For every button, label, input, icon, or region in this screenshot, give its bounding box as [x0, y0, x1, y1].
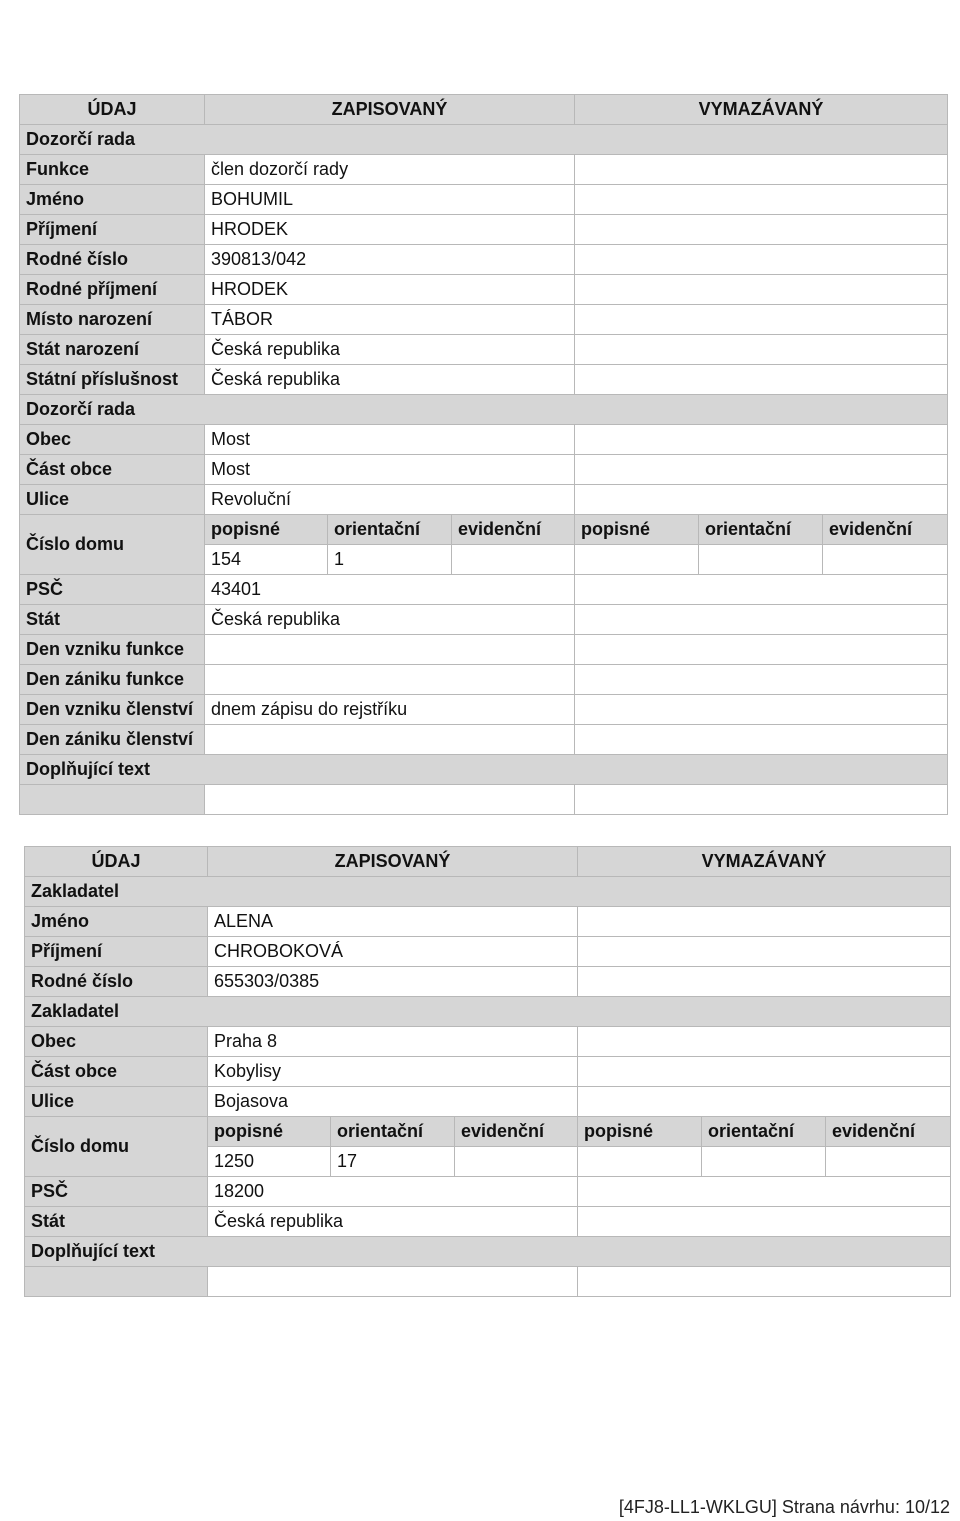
- row-value-vymazavany: [575, 335, 948, 365]
- header-row: [20, 95, 948, 125]
- row-value-zapisovany: ALENA: [208, 907, 578, 937]
- row-value-zapisovany: Bojasova: [208, 1087, 578, 1117]
- cislo-domu-subheader: evidenční: [452, 515, 575, 545]
- table-row: [20, 305, 948, 335]
- row-label: Stát: [25, 1207, 208, 1237]
- doplnujici-value-vymazavany: [575, 785, 948, 815]
- row-value-zapisovany: Česká republika: [205, 365, 575, 395]
- row-value-vymazavany: [575, 605, 948, 635]
- cislo-domu-value: [826, 1147, 951, 1177]
- row-value-zapisovany: člen dozorčí rady: [205, 155, 575, 185]
- row-value-vymazavany: [578, 1207, 951, 1237]
- row-value-zapisovany: Kobylisy: [208, 1057, 578, 1087]
- cislo-domu-value: [699, 545, 823, 575]
- header-zapisovany: ZAPISOVANÝ: [205, 95, 575, 125]
- row-label: PSČ: [20, 575, 205, 605]
- cislo-domu-value: [455, 1147, 578, 1177]
- cislo-domu-value: 17: [331, 1147, 455, 1177]
- row-value-zapisovany: 390813/042: [205, 245, 575, 275]
- table-row: [20, 455, 948, 485]
- row-label: Ulice: [25, 1087, 208, 1117]
- cislo-domu-subheader: evidenční: [455, 1117, 578, 1147]
- doplnujici-blank-label: [25, 1267, 208, 1297]
- table-row: [20, 485, 948, 515]
- row-value-zapisovany: [205, 635, 575, 665]
- row-value-vymazavany: [575, 725, 948, 755]
- row-label: Obec: [25, 1027, 208, 1057]
- row-value-zapisovany: dnem zápisu do rejstříku: [205, 695, 575, 725]
- table-row: [25, 1177, 951, 1207]
- form-table-dozorci-rada: [19, 94, 948, 815]
- row-label: Den zániku členství: [20, 725, 205, 755]
- doplnujici-header-row: [20, 755, 948, 785]
- doplnujici-value-row: [20, 785, 948, 815]
- row-value-zapisovany: 43401: [205, 575, 575, 605]
- row-label: Část obce: [20, 455, 205, 485]
- row-value-zapisovany: 655303/0385: [208, 967, 578, 997]
- row-value-vymazavany: [575, 485, 948, 515]
- row-value-vymazavany: [578, 967, 951, 997]
- cislo-domu-value: [452, 545, 575, 575]
- header-udaj: ÚDAJ: [25, 847, 208, 877]
- table-row: [20, 155, 948, 185]
- cislo-domu-subheader: orientační: [331, 1117, 455, 1147]
- table-row: [20, 635, 948, 665]
- table-row: [25, 1027, 951, 1057]
- table-row: [20, 365, 948, 395]
- cislo-domu-value: 1: [328, 545, 452, 575]
- table-row: [20, 695, 948, 725]
- cislo-domu-subheader: evidenční: [823, 515, 948, 545]
- cislo-domu-row: [20, 515, 948, 545]
- row-value-vymazavany: [575, 425, 948, 455]
- section-row: [20, 395, 948, 425]
- section-row: [25, 997, 951, 1027]
- row-label: Obec: [20, 425, 205, 455]
- row-value-vymazavany: [578, 1057, 951, 1087]
- section-title: Zakladatel: [25, 877, 951, 907]
- cislo-domu-subheader: orientační: [702, 1117, 826, 1147]
- table-body: [20, 95, 948, 815]
- table-row: [20, 665, 948, 695]
- cislo-domu-value: [578, 1147, 702, 1177]
- row-value-zapisovany: 18200: [208, 1177, 578, 1207]
- section-title: Dozorčí rada: [20, 395, 948, 425]
- table-row: [20, 725, 948, 755]
- cislo-domu-label: Číslo domu: [25, 1117, 208, 1177]
- header-vymazavany: VYMAZÁVANÝ: [575, 95, 948, 125]
- row-value-zapisovany: HRODEK: [205, 215, 575, 245]
- row-label: Den vzniku funkce: [20, 635, 205, 665]
- row-value-vymazavany: [578, 937, 951, 967]
- row-value-zapisovany: [205, 725, 575, 755]
- table-row: [25, 1207, 951, 1237]
- table-row: [25, 937, 951, 967]
- doplnujici-text-label: Doplňující text: [20, 755, 948, 785]
- cislo-domu-row: [25, 1117, 951, 1147]
- row-label: Příjmení: [25, 937, 208, 967]
- row-label: Příjmení: [20, 215, 205, 245]
- row-label: Den zániku funkce: [20, 665, 205, 695]
- table-row: [20, 245, 948, 275]
- header-udaj: ÚDAJ: [20, 95, 205, 125]
- section-row: [20, 125, 948, 155]
- row-value-vymazavany: [575, 215, 948, 245]
- row-value-vymazavany: [575, 275, 948, 305]
- table-row: [25, 967, 951, 997]
- header-zapisovany: ZAPISOVANÝ: [208, 847, 578, 877]
- row-label: Den vzniku členství: [20, 695, 205, 725]
- cislo-domu-value: 1250: [208, 1147, 331, 1177]
- row-label: Jméno: [20, 185, 205, 215]
- row-value-zapisovany: Česká republika: [208, 1207, 578, 1237]
- row-value-zapisovany: [205, 665, 575, 695]
- cislo-domu-subheader: orientační: [328, 515, 452, 545]
- table-body: [25, 847, 951, 1297]
- table-row: [25, 1087, 951, 1117]
- row-label: Rodné číslo: [25, 967, 208, 997]
- cislo-domu-subheader: popisné: [575, 515, 699, 545]
- table-row: [20, 605, 948, 635]
- row-value-vymazavany: [578, 1177, 951, 1207]
- row-value-zapisovany: Revoluční: [205, 485, 575, 515]
- table-row: [25, 1057, 951, 1087]
- table-row: [20, 335, 948, 365]
- row-value-zapisovany: HRODEK: [205, 275, 575, 305]
- row-label: Státní příslušnost: [20, 365, 205, 395]
- row-value-vymazavany: [575, 575, 948, 605]
- cislo-domu-subheader: popisné: [578, 1117, 702, 1147]
- row-value-vymazavany: [575, 635, 948, 665]
- cislo-domu-subheader: orientační: [699, 515, 823, 545]
- cislo-domu-label: Číslo domu: [20, 515, 205, 575]
- cislo-domu-value: 154: [205, 545, 328, 575]
- form-table-zakladatel: [24, 846, 951, 1297]
- header-vymazavany: VYMAZÁVANÝ: [578, 847, 951, 877]
- page-footer: [4FJ8-LL1-WKLGU] Strana návrhu: 10/12: [618, 1497, 950, 1517]
- table-row: [25, 907, 951, 937]
- row-value-vymazavany: [578, 1087, 951, 1117]
- row-value-zapisovany: TÁBOR: [205, 305, 575, 335]
- cislo-domu-value: [702, 1147, 826, 1177]
- row-value-vymazavany: [575, 695, 948, 725]
- header-row: [25, 847, 951, 877]
- row-value-zapisovany: Most: [205, 425, 575, 455]
- table-row: [20, 215, 948, 245]
- row-label: Stát narození: [20, 335, 205, 365]
- table-row: [20, 275, 948, 305]
- section-row: [25, 877, 951, 907]
- table-row: [20, 185, 948, 215]
- doplnujici-value-vymazavany: [578, 1267, 951, 1297]
- row-value-vymazavany: [575, 185, 948, 215]
- row-value-vymazavany: [575, 305, 948, 335]
- row-value-zapisovany: Česká republika: [205, 605, 575, 635]
- row-label: Jméno: [25, 907, 208, 937]
- cislo-domu-subheader: popisné: [208, 1117, 331, 1147]
- row-label: Ulice: [20, 485, 205, 515]
- row-value-vymazavany: [575, 455, 948, 485]
- cislo-domu-value: [823, 545, 948, 575]
- doplnujici-header-row: [25, 1237, 951, 1267]
- row-value-vymazavany: [575, 365, 948, 395]
- row-label: Místo narození: [20, 305, 205, 335]
- row-label: Rodné číslo: [20, 245, 205, 275]
- cislo-domu-subheader: evidenční: [826, 1117, 951, 1147]
- cislo-domu-subheader: popisné: [205, 515, 328, 545]
- row-label: Funkce: [20, 155, 205, 185]
- doplnujici-value-row: [25, 1267, 951, 1297]
- doplnujici-value-zapisovany: [208, 1267, 578, 1297]
- row-value-zapisovany: Most: [205, 455, 575, 485]
- row-value-vymazavany: [575, 155, 948, 185]
- row-value-zapisovany: CHROBOKOVÁ: [208, 937, 578, 967]
- section-title: Dozorčí rada: [20, 125, 948, 155]
- doplnujici-text-label: Doplňující text: [25, 1237, 951, 1267]
- row-value-zapisovany: Česká republika: [205, 335, 575, 365]
- doplnujici-blank-label: [20, 785, 205, 815]
- row-label: Část obce: [25, 1057, 208, 1087]
- row-label: PSČ: [25, 1177, 208, 1207]
- row-value-zapisovany: BOHUMIL: [205, 185, 575, 215]
- cislo-domu-value: [575, 545, 699, 575]
- table-row: [20, 425, 948, 455]
- doplnujici-value-zapisovany: [205, 785, 575, 815]
- row-value-zapisovany: Praha 8: [208, 1027, 578, 1057]
- row-label: Stát: [20, 605, 205, 635]
- table-row: [20, 575, 948, 605]
- row-value-vymazavany: [575, 245, 948, 275]
- row-label: Rodné příjmení: [20, 275, 205, 305]
- row-value-vymazavany: [578, 1027, 951, 1057]
- row-value-vymazavany: [578, 907, 951, 937]
- row-value-vymazavany: [575, 665, 948, 695]
- section-title: Zakladatel: [25, 997, 951, 1027]
